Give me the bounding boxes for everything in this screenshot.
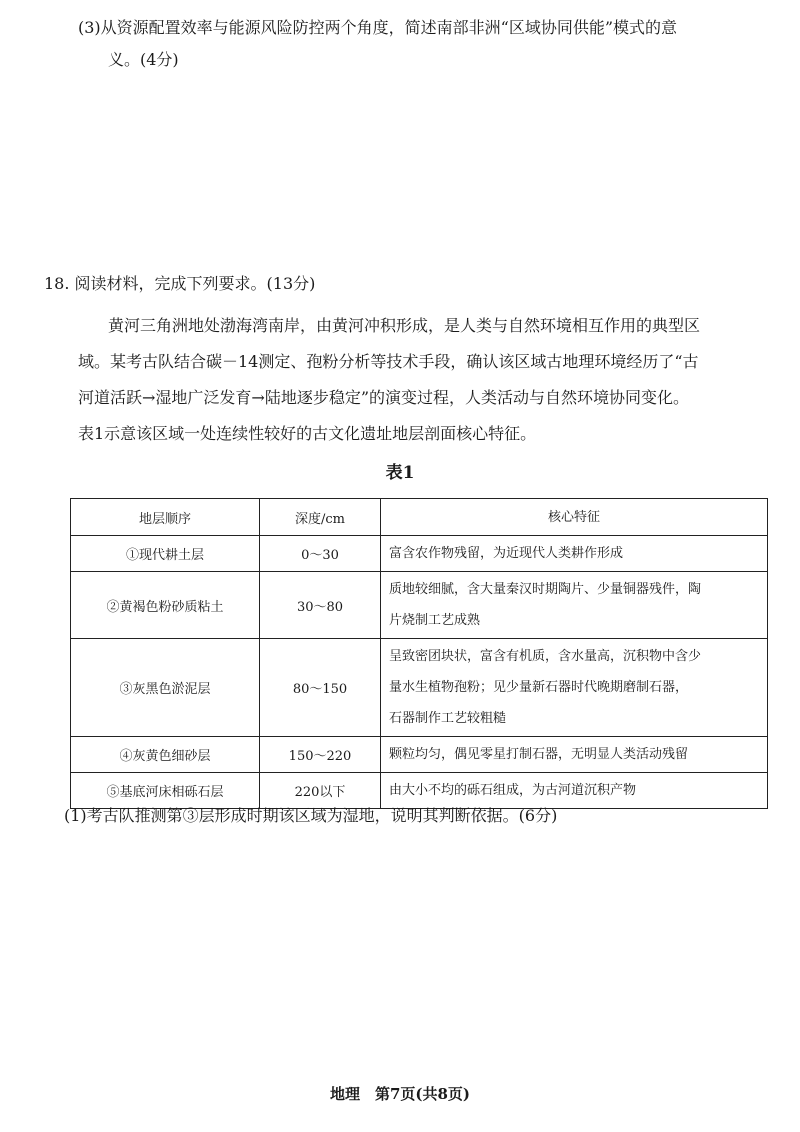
feature-line: 石器制作工艺较粗糙 — [389, 711, 507, 726]
cell-depth: 220以下 — [260, 773, 381, 809]
question-3-line-2: 义。(4分) — [108, 50, 179, 69]
material-line-3: 河道活跃→湿地广泛发育→陆地逐步稳定”的演变过程，人类活动与自然环境协同变化。 — [78, 388, 689, 407]
header-layer: 地层顺序 — [71, 499, 260, 536]
cell-depth: 80～150 — [260, 639, 381, 737]
feature-line: 量水生植物孢粉；见少量新石器时代晚期磨制石器， — [389, 680, 689, 695]
feature-line: 富含农作物残留，为近现代人类耕作形成 — [389, 546, 624, 561]
cell-layer: ⑤基底河床相砾石层 — [71, 773, 260, 809]
header-feature: 核心特征 — [381, 499, 768, 536]
cell-depth: 0～30 — [260, 536, 381, 572]
cell-depth: 30～80 — [260, 572, 381, 639]
table-header-row — [71, 499, 768, 536]
question-3-line-1: (3)从资源配置效率与能源风险防控两个角度，简述南部非洲“区域协同供能”模式的意 — [78, 18, 678, 37]
cell-depth: 150～220 — [260, 737, 381, 773]
cell-feature — [381, 572, 768, 639]
table-row — [71, 737, 768, 773]
sub-question-1: (1)考古队推测第③层形成时期该区域为湿地，说明其判断依据。(6分) — [64, 806, 558, 825]
table-row — [71, 639, 768, 737]
feature-line: 由大小不均的砾石组成，为古河道沉积产物 — [389, 783, 637, 798]
material-line-1: 黄河三角洲地处渤海湾南岸，由黄河冲积形成，是人类与自然环境相互作用的典型区 — [108, 316, 701, 335]
table-row — [71, 572, 768, 639]
feature-line: 颗粒均匀，偶见零星打制石器，无明显人类活动残留 — [389, 747, 689, 762]
header-depth: 深度/cm — [260, 499, 381, 536]
table-row — [71, 536, 768, 572]
cell-layer: ①现代耕土层 — [71, 536, 260, 572]
cell-feature — [381, 737, 768, 773]
cell-layer: ②黄褐色粉砂质粘土 — [71, 572, 260, 639]
feature-line: 质地较细腻，含大量秦汉时期陶片、少量铜器残件，陶 — [389, 582, 702, 597]
cell-layer: ④灰黄色细砂层 — [71, 737, 260, 773]
page-footer: 地理 第7页(共8页) — [329, 1085, 471, 1103]
question-18-heading: 18. 阅读材料，完成下列要求。(13分) — [44, 274, 316, 293]
feature-line: 呈致密团块状，富含有机质，含水量高，沉积物中含少 — [389, 649, 702, 664]
feature-line: 片烧制工艺成熟 — [389, 613, 481, 628]
table-row — [71, 773, 768, 809]
material-line-2: 域。某考古队结合碳－14测定、孢粉分析等技术手段，确认该区域古地理环境经历了“古 — [78, 352, 699, 371]
cell-feature — [381, 639, 768, 737]
cell-feature — [381, 773, 768, 809]
strata-table — [70, 498, 768, 809]
cell-layer: ③灰黑色淤泥层 — [71, 639, 260, 737]
cell-feature — [381, 536, 768, 572]
table-title: 表1 — [385, 463, 415, 483]
material-line-4: 表1示意该区域一处连续性较好的古文化遗址地层剖面核心特征。 — [78, 424, 537, 443]
